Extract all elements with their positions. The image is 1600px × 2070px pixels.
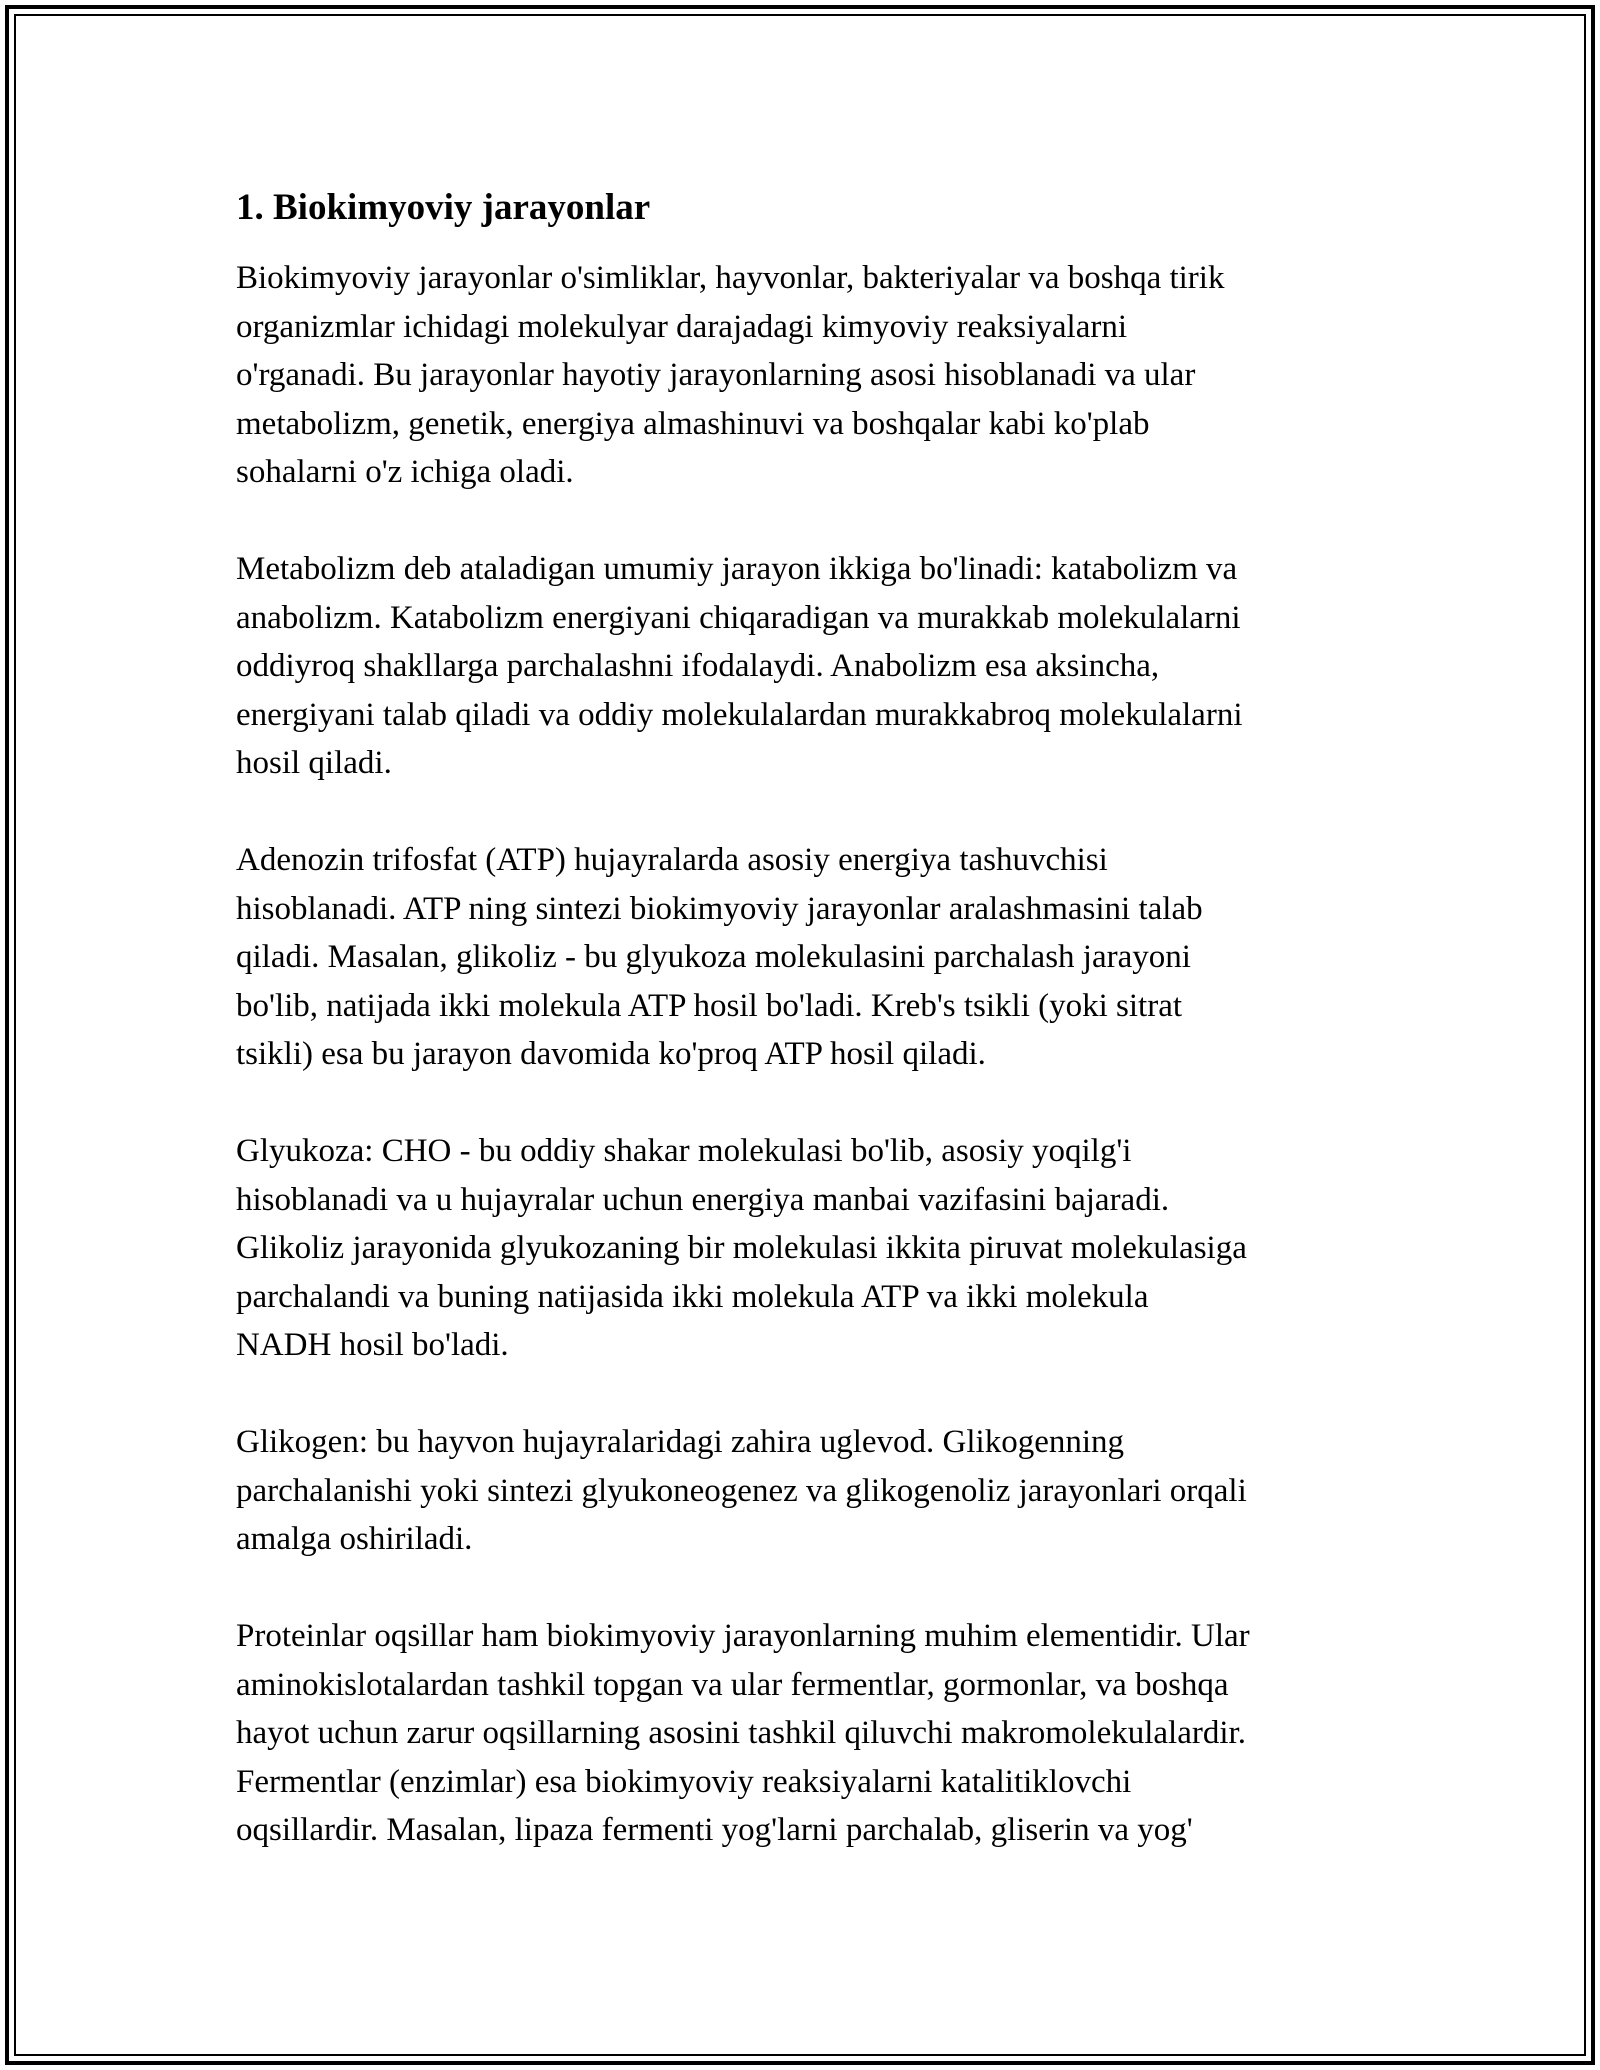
text-line: Proteinlar oqsillar ham biokimyoviy jarayonlarning muhim elementidir. Ular <box>236 1618 1250 1654</box>
document-body <box>236 180 1376 1903</box>
text-line: tsikli) esa bu jarayon davomida ko'proq ATP hosil qiladi. <box>236 1036 986 1072</box>
paragraph-metabolism <box>236 545 1376 788</box>
text-line: metabolizm, genetik, energiya almashinuvi va boshqalar kabi ko'plab <box>236 405 1150 442</box>
text-line: aminokislotalardan tashkil topgan va ular fermentlar, gormonlar, va boshqa <box>236 1666 1229 1703</box>
text-line: Adenozin trifosfat (ATP) hujayralarda asosiy energiya tashuvchisi <box>236 842 1108 878</box>
text-line: hisoblanadi va u hujayralar uchun energiya manbai vazifasini bajaradi. <box>236 1181 1170 1218</box>
text-line: Glyukoza: CHO - bu oddiy shakar molekulasi bo'lib, asosiy yoqilg'i <box>236 1133 1132 1169</box>
text-line: energiyani talab qiladi va oddiy molekulalardan murakkabroq molekulalarni <box>236 696 1243 733</box>
text-line: oqsillardir. Masalan, lipaza fermenti yog'larni parchalab, gliserin va yog' <box>236 1812 1193 1848</box>
text-line: hayot uchun zarur oqsillarning asosini tashkil qiluvchi makromolekulalardir. <box>236 1715 1246 1751</box>
text-line: bo'lib, natijada ikki molekula ATP hosil bo'ladi. Kreb's tsikli (yoki sitrat <box>236 987 1183 1024</box>
paragraph-atp <box>236 836 1376 1079</box>
text-line: sohalarni o'z ichiga oladi. <box>236 454 574 490</box>
text-line: Fermentlar (enzimlar) esa biokimyoviy reaksiyalarni katalitiklovchi <box>236 1763 1132 1800</box>
section-heading: 1. Biokimyoviy jarayonlar <box>236 187 651 228</box>
text-line: parchalanishi yoki sintezi glyukoneogenez va glikogenoliz jarayonlari orqali <box>236 1472 1247 1509</box>
paragraph-proteins <box>236 1612 1376 1855</box>
text-line: qiladi. Masalan, glikoliz - bu glyukoza molekulasini parchalash jarayoni <box>236 939 1191 975</box>
text-line: Glikoliz jarayonida glyukozaning bir molekulasi ikkita piruvat molekulasiga <box>236 1230 1247 1266</box>
text-line: Metabolizm deb ataladigan umumiy jarayon ikkiga bo'linadi: katabolizm va <box>236 551 1238 587</box>
text-line: hisoblanadi. ATP ning sintezi biokimyoviy jarayonlar aralashmasini talab <box>236 890 1203 927</box>
text-line: organizmlar ichidagi molekulyar darajadagi kimyoviy reaksiyalarni <box>236 308 1127 345</box>
text-line: hosil qiladi. <box>236 745 392 781</box>
text-line: o'rganadi. Bu jarayonlar hayotiy jarayonlarning asosi hisoblanadi va ular <box>236 357 1196 393</box>
text-line: Biokimyoviy jarayonlar o'simliklar, hayvonlar, bakteriyalar va boshqa tirik <box>236 260 1225 296</box>
text-line: NADH hosil bo'ladi. <box>236 1327 509 1363</box>
paragraph-intro <box>236 254 1376 497</box>
paragraph-glycogen <box>236 1418 1376 1564</box>
text-line: Glikogen: bu hayvon hujayralaridagi zahira uglevod. Glikogenning <box>236 1424 1125 1460</box>
text-line: parchalandi va buning natijasida ikki molekula ATP va ikki molekula <box>236 1278 1149 1315</box>
text-line: amalga oshiriladi. <box>236 1521 473 1557</box>
text-line: anabolizm. Katabolizm energiyani chiqaradigan va murakkab molekulalarni <box>236 599 1241 636</box>
paragraph-glucose <box>236 1127 1376 1370</box>
text-line: oddiyroq shakllarga parchalashni ifodalaydi. Anabolizm esa aksincha, <box>236 648 1160 684</box>
